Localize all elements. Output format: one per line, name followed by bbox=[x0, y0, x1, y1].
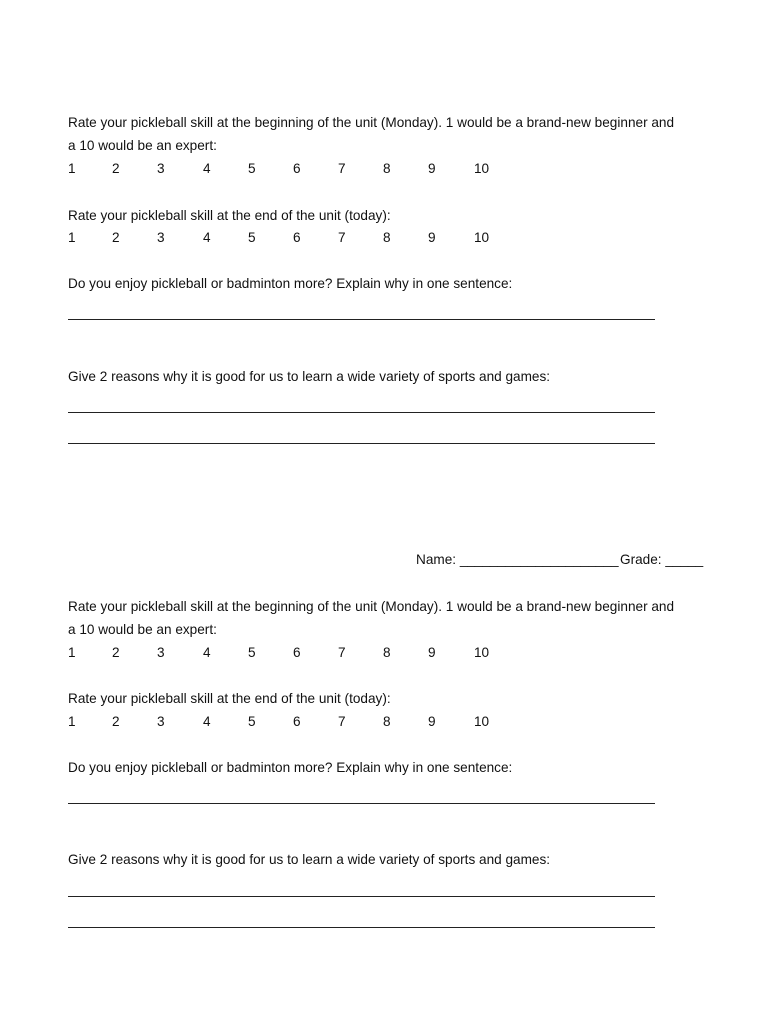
question-1-line-2: a 10 would be an expert: bbox=[68, 622, 217, 637]
rating-option-8[interactable]: 8 bbox=[383, 161, 391, 176]
rating-option-9[interactable]: 9 bbox=[428, 230, 436, 245]
rating-option-5[interactable]: 5 bbox=[248, 645, 256, 660]
answer-line[interactable] bbox=[68, 443, 655, 444]
answer-line[interactable] bbox=[68, 927, 655, 928]
question-1-line-2: a 10 would be an expert: bbox=[68, 138, 217, 153]
question-1-line-1: Rate your pickleball skill at the beginning of the unit (Monday). 1 would be a brand-new beginner and bbox=[68, 115, 675, 130]
rating-option-2[interactable]: 2 bbox=[112, 230, 120, 245]
answer-line[interactable] bbox=[68, 412, 655, 413]
question-1-line-1: Rate your pickleball skill at the beginning of the unit (Monday). 1 would be a brand-new beginner and bbox=[68, 599, 675, 614]
rating-option-7[interactable]: 7 bbox=[338, 645, 346, 660]
rating-option-10[interactable]: 10 bbox=[474, 645, 490, 660]
question-3: Do you enjoy pickleball or badminton more? Explain why in one sentence: bbox=[68, 276, 513, 291]
rating-option-8[interactable]: 8 bbox=[383, 230, 391, 245]
rating-option-1[interactable]: 1 bbox=[68, 645, 76, 660]
question-4: Give 2 reasons why it is good for us to learn a wide variety of sports and games: bbox=[68, 369, 551, 384]
rating-option-10[interactable]: 10 bbox=[474, 161, 490, 176]
rating-option-2[interactable]: 2 bbox=[112, 161, 120, 176]
rating-option-3[interactable]: 3 bbox=[157, 230, 165, 245]
name-field[interactable]: Name: _____________________ bbox=[416, 552, 619, 567]
question-2: Rate your pickleball skill at the end of the unit (today): bbox=[68, 691, 391, 706]
grade-field[interactable]: Grade: _____ bbox=[620, 552, 704, 567]
rating-option-5[interactable]: 5 bbox=[248, 230, 256, 245]
rating-option-8[interactable]: 8 bbox=[383, 714, 391, 729]
rating-option-3[interactable]: 3 bbox=[157, 714, 165, 729]
answer-line[interactable] bbox=[68, 896, 655, 897]
rating-option-6[interactable]: 6 bbox=[293, 645, 301, 660]
rating-option-2[interactable]: 2 bbox=[112, 714, 120, 729]
rating-option-4[interactable]: 4 bbox=[203, 714, 211, 729]
rating-option-6[interactable]: 6 bbox=[293, 714, 301, 729]
rating-option-3[interactable]: 3 bbox=[157, 645, 165, 660]
rating-option-4[interactable]: 4 bbox=[203, 161, 211, 176]
rating-option-9[interactable]: 9 bbox=[428, 714, 436, 729]
rating-option-5[interactable]: 5 bbox=[248, 714, 256, 729]
rating-option-1[interactable]: 1 bbox=[68, 161, 76, 176]
rating-option-7[interactable]: 7 bbox=[338, 714, 346, 729]
rating-option-10[interactable]: 10 bbox=[474, 714, 490, 729]
rating-option-7[interactable]: 7 bbox=[338, 230, 346, 245]
question-3: Do you enjoy pickleball or badminton more? Explain why in one sentence: bbox=[68, 760, 513, 775]
rating-option-9[interactable]: 9 bbox=[428, 645, 436, 660]
answer-line[interactable] bbox=[68, 319, 655, 320]
rating-option-1[interactable]: 1 bbox=[68, 714, 76, 729]
rating-option-4[interactable]: 4 bbox=[203, 230, 211, 245]
rating-option-3[interactable]: 3 bbox=[157, 161, 165, 176]
rating-option-10[interactable]: 10 bbox=[474, 230, 490, 245]
rating-option-6[interactable]: 6 bbox=[293, 230, 301, 245]
rating-option-5[interactable]: 5 bbox=[248, 161, 256, 176]
rating-option-1[interactable]: 1 bbox=[68, 230, 76, 245]
rating-option-9[interactable]: 9 bbox=[428, 161, 436, 176]
rating-option-2[interactable]: 2 bbox=[112, 645, 120, 660]
rating-option-8[interactable]: 8 bbox=[383, 645, 391, 660]
question-4: Give 2 reasons why it is good for us to learn a wide variety of sports and games: bbox=[68, 852, 551, 867]
rating-option-4[interactable]: 4 bbox=[203, 645, 211, 660]
rating-option-7[interactable]: 7 bbox=[338, 161, 346, 176]
rating-option-6[interactable]: 6 bbox=[293, 161, 301, 176]
answer-line[interactable] bbox=[68, 803, 655, 804]
question-2: Rate your pickleball skill at the end of the unit (today): bbox=[68, 208, 391, 223]
